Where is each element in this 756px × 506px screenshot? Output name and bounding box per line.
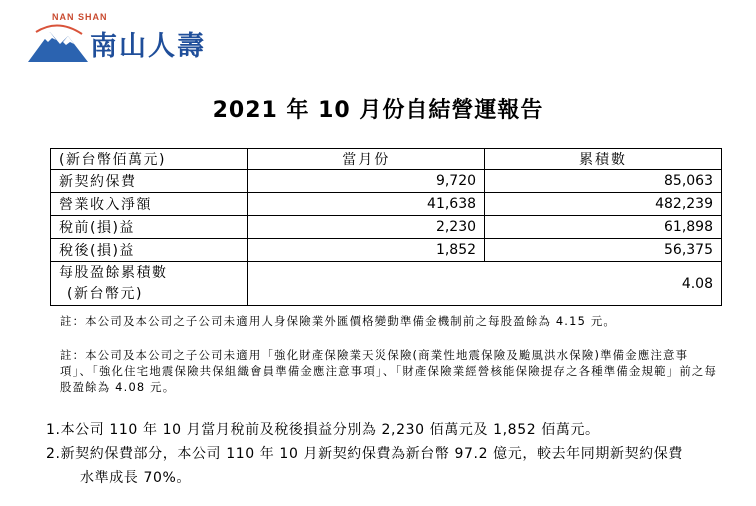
footnote-2: 註：本公司及本公司之子公司未適用「強化財產保險業天災保險(商業性地震保險及颱風洪水保險)準備金應注意事項」、「強化住宅地震保險共保組織會員準備金應注意事項」、「財產保險業經營核能保險提存之各種準備金規範」前之每股盈餘為 4.08 元。 — [60, 348, 718, 394]
table-header-row — [51, 149, 722, 170]
company-logo — [22, 10, 232, 66]
paragraph-continuation: 水準成長 70%。 — [80, 470, 191, 486]
paragraph-number: 2. — [46, 446, 61, 462]
month-value: 2,230 — [248, 216, 485, 239]
row-label: 新契約保費 — [51, 170, 248, 193]
header-month: 當月份 — [248, 149, 485, 170]
eps-row — [51, 262, 722, 306]
header-unit: (新台幣佰萬元) — [51, 149, 248, 170]
table-row — [51, 170, 722, 193]
eps-label — [51, 262, 248, 306]
row-label: 稅後(損)益 — [51, 239, 248, 262]
table-row — [51, 216, 722, 239]
cumulative-value: 85,063 — [485, 170, 722, 193]
cumulative-value: 482,239 — [485, 193, 722, 216]
eps-label-line1: 每股盈餘累積數 — [59, 264, 168, 281]
eps-label-line2: (新台幣元) — [67, 285, 143, 302]
report-title: 2021 年 10 月份自結營運報告 — [212, 98, 544, 123]
month-value: 9,720 — [248, 170, 485, 193]
logo-company-name: 南山人壽 — [90, 31, 206, 62]
paragraph-2 — [46, 442, 726, 490]
header-cumulative: 累積數 — [485, 149, 722, 170]
logo-latin-text: NAN SHAN — [52, 12, 108, 22]
cumulative-value: 61,898 — [485, 216, 722, 239]
paragraph-text: 本公司 110 年 10 月當月稅前及稅後損益分別為 2,230 佰萬元及 1,852 佰萬元。 — [60, 422, 600, 438]
paragraph-text: 新契約保費部分，本公司 110 年 10 月新契約保費為新台幣 97.2 億元，較去年同期新契約保費 — [60, 446, 683, 462]
month-value: 41,638 — [248, 193, 485, 216]
row-label: 稅前(損)益 — [51, 216, 248, 239]
paragraph-number: 1. — [46, 422, 61, 438]
paragraph-1 — [46, 418, 726, 442]
financial-table — [50, 148, 722, 306]
table-row — [51, 193, 722, 216]
mountain-icon — [28, 24, 88, 64]
row-label: 營業收入淨額 — [51, 193, 248, 216]
footnote-1: 註：本公司及本公司之子公司未適用人身保險業外匯價格變動準備金機制前之每股盈餘為 4.15 元。 — [60, 314, 617, 328]
month-value: 1,852 — [248, 239, 485, 262]
table-row — [51, 239, 722, 262]
cumulative-value: 56,375 — [485, 239, 722, 262]
eps-value: 4.08 — [248, 262, 722, 306]
